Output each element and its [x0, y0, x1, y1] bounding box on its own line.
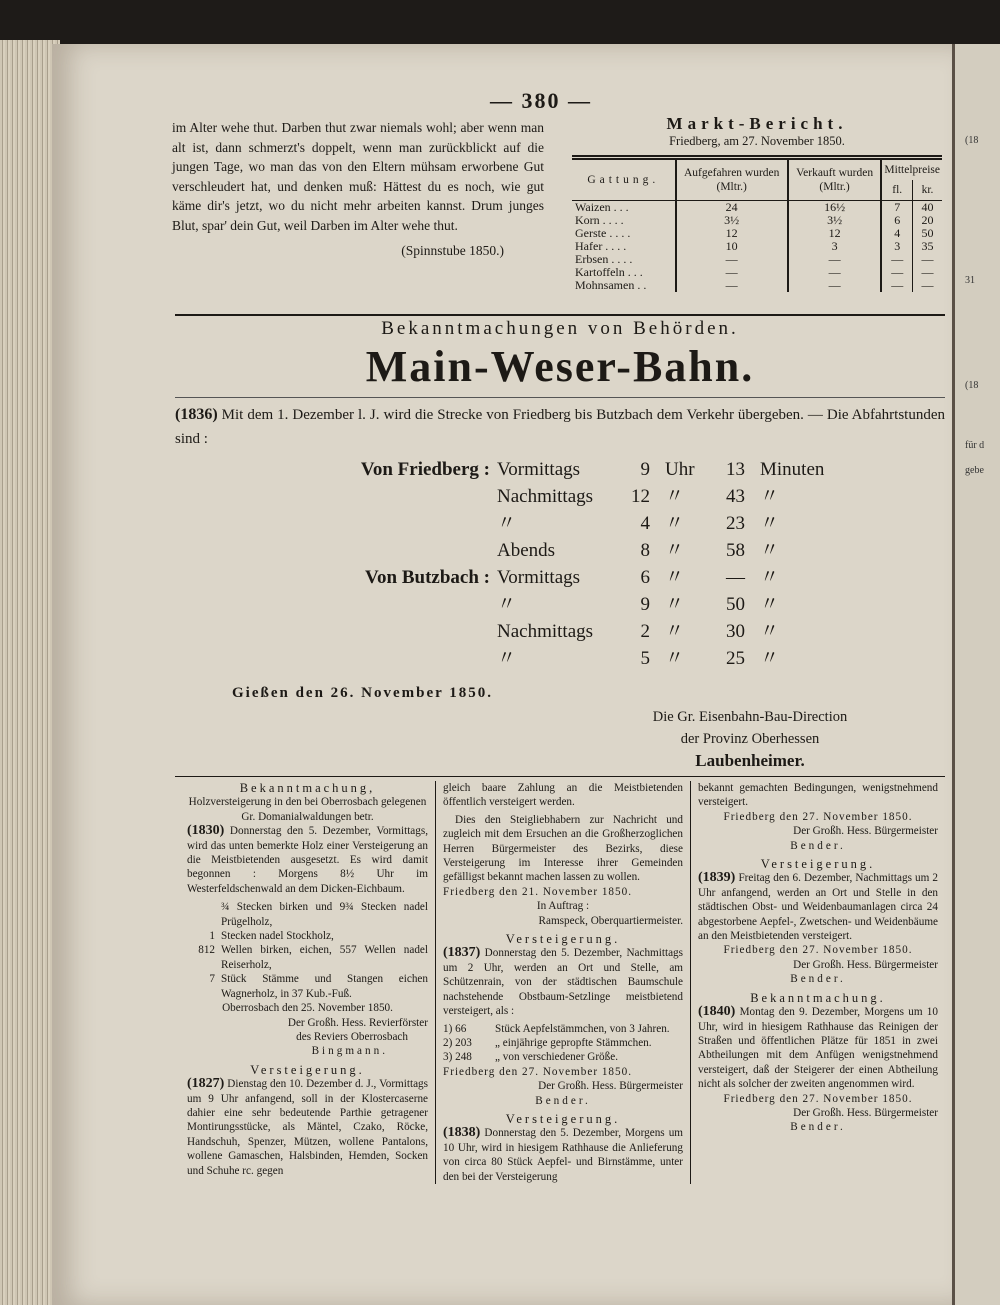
fragment: (18 — [965, 135, 979, 146]
cell-kr: 50 — [913, 227, 943, 240]
cell-aufgefahren: 24 — [676, 201, 788, 215]
timetable-unit: Minuten — [760, 459, 825, 480]
item-list — [443, 1022, 683, 1065]
timetable-uhr: 〃 — [665, 594, 685, 615]
timetable-row — [175, 593, 945, 620]
cell-kr: 40 — [913, 201, 943, 215]
cell-verkauft: — — [788, 253, 882, 266]
notice-text: Donnerstag den 5. Dezember, Morgens um 10 Uhr, wird in hiesigem Rathhause die Anlieferung von circa 80 Stück Aepfel- und Birnstämme, unter den bei der Versteigerung — [443, 1127, 683, 1183]
notice-text: Montag den 9. Dezember, Morgens um 10 Uhr, wird in hiesigem Rathhause das Reinigen der Straßen und öffentlichen Plätze für 1851 in zwei Abtheilungen mit dem Anfügen wenigstnehmend versteigert, daß der Steigerer der einen Abtheilung nicht als solcher der zweiten angenommen wird. — [698, 1006, 938, 1091]
notice-date: Friedberg den 27. November 1850. — [443, 1065, 633, 1078]
cell-fl: — — [881, 253, 912, 266]
timetable-minutes: 25 — [726, 648, 745, 669]
cell-fl: 3 — [881, 240, 912, 253]
section-heading: Bekanntmachungen von Behörden. — [381, 318, 739, 339]
timetable-station: Von Friedberg : — [360, 459, 490, 480]
timetable-period: Nachmittags — [497, 486, 594, 507]
notice-signature-name: Bender. — [790, 839, 846, 852]
list-item — [187, 929, 428, 943]
market-report — [572, 114, 942, 292]
notice-heading: Bekanntmachung, — [239, 781, 376, 795]
cell-name: Waizen . . . — [575, 200, 629, 214]
notice-text: Donnerstag den 5. Dezember, Vormittags, wird das unten bemerkte Holz einer Versteigerung an die Meistbietenden ausgesetzt. Es wird damit begonnen : Morgens 8½ Uhr im Westerfeldschenwald an dem Dicken-Eichbaum. — [187, 825, 429, 895]
item-text: Stück Aepfelstämmchen, von 3 Jahren. — [495, 1022, 670, 1035]
item-quantity: 1) 66 — [443, 1022, 467, 1035]
notice-signature: Der Großh. Hess. Bürgermeister — [538, 1080, 683, 1093]
scan-background — [0, 0, 1000, 48]
notice-number: (1830) — [187, 823, 225, 839]
notice-number: (1837) — [443, 945, 481, 961]
notice-date: Friedberg den 27. November 1850. — [723, 810, 913, 823]
timetable-period: 〃 — [497, 513, 517, 534]
fragment: für d — [965, 440, 985, 451]
item-text: Stecken nadel Stockholz, — [221, 930, 334, 943]
announcement-number: (1836) — [175, 406, 218, 423]
fragment: (18 — [965, 380, 979, 391]
signature-line1: Die Gr. Eisenbahn-Bau-Direction — [652, 709, 848, 725]
market-subtitle: Friedberg, am 27. November 1850. — [669, 134, 845, 148]
cell-fl: 6 — [881, 214, 912, 227]
timetable-row — [175, 512, 945, 539]
cell-kr: — — [913, 253, 943, 266]
cell-aufgefahren: 10 — [676, 240, 788, 253]
timetable-uhr: 〃 — [665, 540, 685, 561]
notice-heading: Versteigerung. — [250, 1062, 365, 1077]
poem-text: im Alter wehe thut. Darben thut zwar niemals wohl; aber wenn man alt ist, dann schmerzt's doppelt, wenn man zurückblickt auf die jungen Tage, wo man das von den Eltern mühsam erworbene Gut verschleudert hat, und denken muß: Hättest du es noch, wie gut käme dir's jetzt, wo du nicht mehr arbeiten kannst. Drum junges Blut, spar' dein Gut, weil Darben im Alter wehe thut. — [172, 120, 544, 233]
list-item — [443, 1036, 683, 1050]
notice-date: Oberrosbach den 25. November 1850. — [222, 1002, 393, 1015]
notice-number: (1839) — [698, 870, 736, 886]
cell-aufgefahren: — — [676, 279, 788, 292]
timetable-minutes: — — [726, 567, 745, 588]
timetable-unit: 〃 — [760, 540, 780, 561]
timetable-station: Von Butzbach : — [365, 567, 490, 588]
market-table — [572, 155, 942, 292]
item-list — [187, 900, 428, 1001]
notice-text: Dies den Steigliebhabern zur Nachricht und zugleich mit dem Ersuchen an die Großherzoglichen Herren Bürgermeister des Bezirks, diese Versteigerung im Interesse ihrer Gemeinden gefälligst bekannt machen lassen zu wollen. — [443, 813, 683, 884]
notice-subheading: Holzversteigerung in den bei Oberrosbach gelegenen Gr. Domanialwaldungen betr. — [188, 796, 427, 823]
notice-heading: Versteigerung. — [505, 932, 621, 947]
timetable-hour: 9 — [640, 459, 650, 480]
item-text: Stück Stämme und Stangen eichen Wagnerholz, in 37 Kub.-Fuß. — [221, 973, 428, 1000]
cell-verkauft: 3 — [788, 240, 882, 253]
timetable-row — [175, 566, 945, 593]
notice-number: (1827) — [187, 1076, 225, 1092]
notice-text: gleich baare Zahlung an die Meistbietenden öffentlich versteigert werden. — [443, 782, 683, 809]
timetable-minutes: 30 — [726, 621, 745, 642]
cell-kr: 20 — [913, 214, 943, 227]
item-quantity: 3) 248 — [443, 1051, 472, 1064]
market-title: Markt-Bericht. — [666, 114, 848, 133]
timetable-unit: 〃 — [760, 567, 780, 588]
timetable-hour: 6 — [640, 567, 650, 588]
timetable-unit: 〃 — [760, 486, 780, 507]
timetable-period: Vormittags — [497, 459, 581, 480]
list-item — [187, 972, 428, 1001]
timetable-hour: 8 — [640, 540, 650, 561]
cell-name: Gerste . . . . — [575, 226, 631, 240]
divider — [175, 776, 945, 777]
cell-verkauft: 12 — [788, 227, 882, 240]
list-item — [443, 1050, 683, 1064]
notice-heading: Bekanntmachung. — [750, 990, 886, 1005]
item-quantity: 7 — [209, 973, 215, 986]
notice-number: (1840) — [698, 1004, 736, 1020]
list-item — [187, 943, 428, 972]
cell-fl: 4 — [881, 227, 912, 240]
poem — [172, 118, 544, 261]
cell-aufgefahren: 12 — [676, 227, 788, 240]
timetable-row — [175, 620, 945, 647]
timetable-period: Abends — [497, 540, 556, 561]
timetable-unit: 〃 — [760, 594, 780, 615]
notice-heading: Versteigerung. — [760, 857, 876, 872]
notices-columns — [180, 781, 945, 1184]
notice-signature-name: Bender. — [790, 973, 846, 986]
timetable-uhr: Uhr — [665, 459, 695, 480]
cell-verkauft: 3½ — [788, 214, 882, 227]
timetable-minutes: 43 — [726, 486, 745, 507]
notice-signature: des Reviers Oberrosbach — [296, 1030, 408, 1043]
timetable-row — [175, 458, 945, 485]
timetable-period: Vormittags — [497, 567, 581, 588]
page-number: — 380 — — [490, 88, 592, 113]
item-text: „ von verschiedener Größe. — [495, 1051, 619, 1064]
timetable-hour: 9 — [640, 594, 650, 615]
item-text: ¾ Stecken birken und 9¾ Stecken nadel Prügelholz, — [221, 901, 428, 928]
cell-name: Erbsen . . . . — [575, 252, 633, 266]
timetable-hour: 12 — [631, 486, 650, 507]
notice-text: Freitag den 6. Dezember, Nachmittags um 2 Uhr anfangend, werden an Ort und Stelle in den städtischen Obst- und Weidenbaumanlagen circa 24 abgestorbene Aepfel-, Zwetschen- und Weidenbäume an den Meistbietenden versteigert. — [698, 872, 939, 943]
fragment: gebe — [965, 465, 984, 476]
cell-kr: 35 — [913, 240, 943, 253]
column-3 — [690, 781, 945, 1184]
fragment: 31 — [965, 275, 975, 286]
timetable-unit: 〃 — [760, 621, 780, 642]
col-mittelpreise: Mittelpreise — [881, 158, 942, 181]
notice-number: (1838) — [443, 1125, 481, 1141]
cell-verkauft: — — [788, 266, 882, 279]
item-quantity: 812 — [198, 944, 215, 957]
cell-fl: — — [881, 266, 912, 279]
notice-date: Friedberg den 27. November 1850. — [723, 1092, 913, 1105]
notice-heading: Versteigerung. — [505, 1111, 621, 1126]
timetable-uhr: 〃 — [665, 567, 685, 588]
notice-signature: Der Großh. Hess. Bürgermeister — [793, 1106, 938, 1119]
cell-fl: — — [881, 279, 912, 292]
list-item — [443, 1022, 683, 1036]
list-item — [187, 900, 428, 929]
item-text: „ einjährige gepropfte Stämmchen. — [495, 1036, 652, 1049]
notice-text: bekannt gemachten Bedingungen, wenigstnehmend versteigert. — [698, 782, 938, 809]
cell-aufgefahren: 3½ — [676, 214, 788, 227]
notice-signature: Der Großh. Hess. Revierförster — [287, 1016, 428, 1029]
signature-line2: der Provinz Oberhessen — [680, 731, 820, 747]
signature-name: Laubenheimer. — [695, 751, 805, 770]
cell-kr: — — [913, 279, 943, 292]
notice-signature: Der Großh. Hess. Bürgermeister — [793, 958, 938, 971]
cell-name: Kartoffeln . . . — [575, 265, 643, 279]
signature — [600, 706, 900, 772]
cell-name: Mohnsamen . . — [575, 278, 647, 292]
divider — [175, 397, 945, 398]
notice-signature: Ramspeck, Oberquartiermeister. — [538, 914, 683, 927]
cell-fl: 7 — [881, 201, 912, 215]
notice-signature: In Auftrag : — [536, 900, 590, 913]
timetable-minutes: 58 — [726, 540, 745, 561]
notice-signature-name: Bingmann. — [311, 1045, 388, 1058]
timetable-row — [175, 539, 945, 566]
timetable-hour: 5 — [640, 648, 650, 669]
facing-page-edge — [952, 44, 1000, 1305]
market-row — [572, 227, 942, 240]
timetable-period: 〃 — [497, 648, 517, 669]
main-title: Main-Weser-Bahn. — [365, 342, 755, 391]
notice-signature-name: Bender. — [790, 1121, 846, 1134]
col-aufgefahren: Aufgefahren wurden (Mltr.) — [676, 158, 788, 201]
place-date: Gießen den 26. November 1850. — [232, 685, 494, 701]
notice-text: Dienstag den 10. Dezember d. J., Vormittags um 9 Uhr anfangend, soll in der Klostercaserne dahier eine sehr bedeutende Parthie getragener Montirungsstücke, als Mäntel, Czako, Röcke, Handschuh, Spenzer, Mützen, wollene Pantalons, wollene Gamaschen, Halsbinden, Hemden, Socken und Schuhe rc. gegen — [187, 1078, 428, 1177]
notice-signature: Der Großh. Hess. Bürgermeister — [793, 825, 938, 838]
notice-text: Donnerstag den 5. Dezember, Nachmittags um 2 Uhr, werden an Ort und Stelle, am Schützenrain, von der städtischen Baumschule nachstehende Obstbaum-Setzlinge meistbietend versteigert, als : — [443, 947, 683, 1018]
item-quantity: 1 — [209, 930, 215, 943]
timetable-hour: 4 — [640, 513, 650, 534]
notice-date: Friedberg den 27. November 1850. — [723, 944, 913, 957]
cell-verkauft: — — [788, 279, 882, 292]
divider — [175, 314, 945, 316]
cell-kr: — — [913, 266, 943, 279]
timetable-uhr: 〃 — [665, 486, 685, 507]
col-fl: fl. — [881, 180, 912, 201]
timetable-uhr: 〃 — [665, 513, 685, 534]
notice-date: Friedberg den 21. November 1850. — [443, 885, 633, 898]
timetable-uhr: 〃 — [665, 648, 685, 669]
poem-source: (Spinnstube 1850.) — [401, 243, 504, 258]
notice-signature-name: Bender. — [535, 1094, 591, 1107]
cell-name: Korn . . . . — [575, 213, 624, 227]
column-1 — [180, 781, 435, 1184]
timetable-period: Nachmittags — [497, 621, 594, 642]
market-row — [572, 201, 942, 215]
book-page-edges — [0, 40, 60, 1305]
timetable-uhr: 〃 — [665, 621, 685, 642]
col-kr: kr. — [913, 180, 943, 201]
item-text: Wellen birken, eichen, 557 Wellen nadel Reiserholz, — [221, 944, 428, 971]
item-quantity — [187, 900, 221, 929]
cell-name: Hafer . . . . — [575, 239, 627, 253]
announcement-intro — [175, 403, 945, 451]
cell-aufgefahren: — — [676, 266, 788, 279]
timetable-minutes: 50 — [726, 594, 745, 615]
timetable-row — [175, 647, 945, 674]
timetable-minutes: 13 — [726, 459, 745, 480]
col-gattung: Gattung. — [572, 158, 676, 201]
item-quantity: 2) 203 — [443, 1036, 472, 1049]
timetable-period: 〃 — [497, 594, 517, 615]
cell-aufgefahren: — — [676, 253, 788, 266]
cell-verkauft: 16½ — [788, 201, 882, 215]
timetable — [175, 458, 945, 674]
timetable-minutes: 23 — [726, 513, 745, 534]
announcement-text: Mit dem 1. Dezember l. J. wird die Strecke von Friedberg bis Butzbach dem Verkehr übergeben. — Die Abfahrtstunden sind : — [175, 407, 945, 447]
timetable-unit: 〃 — [760, 648, 780, 669]
timetable-row — [175, 485, 945, 512]
col-verkauft: Verkauft wurden (Mltr.) — [788, 158, 882, 201]
column-2 — [435, 781, 690, 1184]
timetable-unit: 〃 — [760, 513, 780, 534]
timetable-hour: 2 — [640, 621, 650, 642]
market-row — [572, 279, 942, 292]
